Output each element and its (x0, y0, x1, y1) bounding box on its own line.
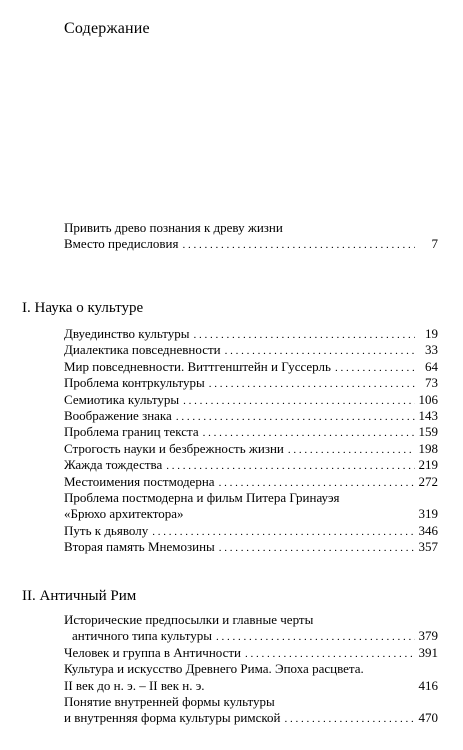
preface-entry[interactable] (64, 220, 438, 253)
entry-title: «Брюхо архитектора» (64, 506, 184, 522)
toc-entry-line-1[interactable]: Проблема постмодерна и фильм Питера Гринауэя (64, 489, 340, 505)
entry-title: Проблема границ текста (64, 424, 199, 440)
dot-leader (284, 711, 415, 727)
page-number: 19 (425, 326, 438, 341)
entry-title: Проблема контркультуры (64, 375, 205, 391)
dot-leader (245, 646, 415, 662)
dot-leader (176, 409, 415, 425)
preface-line-2 (64, 236, 438, 252)
toc-entry[interactable] (64, 424, 438, 440)
preface-subtitle: Вместо предисловия (64, 236, 179, 252)
dot-leader (194, 327, 416, 343)
page-title: Содержание (64, 20, 150, 37)
dot-leader (203, 425, 415, 441)
page-number: 272 (418, 473, 438, 489)
entry-title: и внутренняя форма культуры римской (64, 710, 281, 726)
toc-entry[interactable] (64, 628, 438, 644)
section-heading-2: II. Античный Рим (22, 588, 137, 604)
dot-leader (183, 393, 415, 409)
section-1-list (64, 326, 438, 555)
page-number: 379 (418, 628, 438, 644)
dot-leader (288, 442, 415, 458)
toc-entry[interactable] (64, 523, 438, 539)
toc-entry[interactable] (64, 474, 438, 490)
page-number: 357 (418, 539, 438, 555)
page-number: 143 (418, 407, 438, 423)
page-number: 346 (418, 522, 438, 538)
page-number: 470 (418, 710, 438, 726)
toc-entry-line-1[interactable]: Понятие внутренней формы культуры (64, 693, 275, 709)
toc-entry[interactable] (64, 408, 438, 424)
entry-title: Жажда тождества (64, 457, 163, 473)
page-number: 7 (431, 236, 438, 252)
entry-title: Местоимения постмодерна (64, 473, 215, 489)
toc-entry[interactable] (64, 441, 438, 457)
toc-entry[interactable] (64, 506, 438, 522)
toc-entry[interactable] (64, 359, 438, 375)
preface-line-1: Привить древо познания к древу жизни (64, 220, 283, 235)
toc-entry[interactable] (64, 678, 438, 694)
entry-title: Путь к дьяволу (64, 522, 149, 538)
dot-leader (335, 360, 415, 376)
section-heading-1: I. Наука о культуре (22, 300, 144, 316)
page-number: 33 (425, 342, 438, 358)
dot-leader (152, 524, 415, 540)
page-number: 198 (418, 440, 438, 456)
toc-entry[interactable] (64, 326, 438, 342)
page-number: 219 (418, 457, 438, 473)
page-number: 391 (418, 644, 438, 660)
entry-title: Человек и группа в Античности (64, 644, 242, 660)
dot-leader (166, 458, 415, 474)
entry-title: античного типа культуры (72, 628, 212, 644)
toc-entry[interactable] (64, 342, 438, 358)
toc-entry-line-1[interactable]: Культура и искусство Древнего Рима. Эпоха расцвета. (64, 661, 364, 677)
dot-leader (219, 475, 415, 491)
toc-entry[interactable] (64, 392, 438, 408)
entry-title: Вторая память Мнемозины (64, 539, 215, 555)
page-number: 319 (418, 506, 438, 522)
section-2-list (64, 612, 438, 727)
page-number: 64 (425, 358, 438, 374)
entry-title: Семиотика культуры (64, 391, 180, 407)
entry-title: Двуединство культуры (64, 326, 190, 341)
page-number: 159 (418, 424, 438, 440)
entry-title: Диалектика повседневности (64, 342, 221, 358)
page-number: 73 (425, 375, 438, 391)
entry-title: Строгость науки и безбрежность жизни (64, 440, 284, 456)
dot-leader (219, 540, 415, 556)
dot-leader (225, 343, 415, 359)
page-number: 416 (418, 677, 438, 693)
page-number: 106 (418, 391, 438, 407)
toc-entry[interactable] (64, 375, 438, 391)
toc-entry[interactable] (64, 710, 438, 726)
toc-entry[interactable] (64, 457, 438, 473)
dot-leader (182, 237, 415, 253)
toc-entry[interactable] (64, 539, 438, 555)
entry-title: Воображение знака (64, 407, 172, 423)
toc-entry[interactable] (64, 645, 438, 661)
toc-entry-line-1[interactable]: Исторические предпосылки и главные черты (64, 612, 314, 627)
dot-leader (209, 376, 415, 392)
dot-leader (216, 629, 415, 645)
entry-title: Мир повседневности. Виттгенштейн и Гуссерль (64, 358, 331, 374)
entry-title: II век до н. э. – II век н. э. (64, 677, 205, 693)
